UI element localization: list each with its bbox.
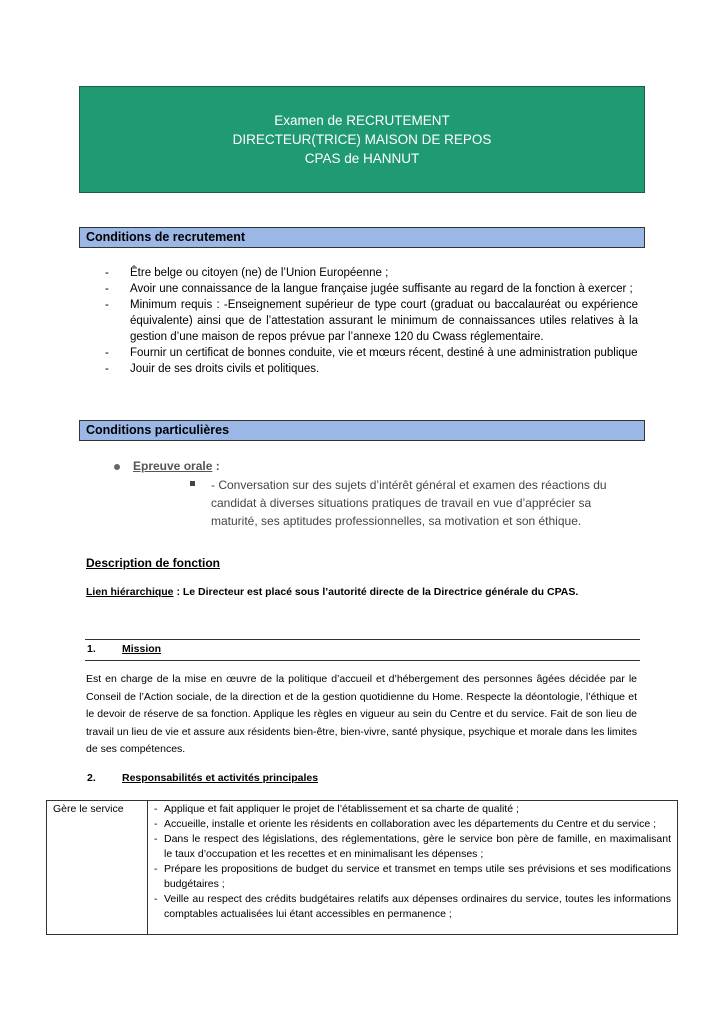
list-item: - Veille au respect des crédits budgétaires relatifs aux dépenses ordinaires du service, toutes les informations comptables actualisées lui étant accessibles en permanence ; [154, 892, 671, 922]
list-item: - Être belge ou citoyen (ne) de l’Union Européenne ; [103, 265, 638, 281]
list-item: - Jouir de ses droits civils et politiques. [103, 361, 638, 377]
mission-title: Mission [122, 643, 162, 655]
square-bullet-icon [190, 481, 195, 486]
oral-exam-label: Epreuve orale [133, 459, 213, 473]
list-item: - Applique et fait appliquer le projet de l’établissement et sa charte de qualité ; [154, 802, 671, 817]
lien-hierarchique-text: : Le Directeur est placé sous l’autorité directe de la Directrice générale du CPAS. [173, 586, 579, 598]
list-item: - Dans le respect des législations, des réglementations, gère le service bon père de famille, en maximalisant le taux d’occupation et les recettes et en minimalisant les dépenses ; [154, 832, 671, 862]
conditions-recrutement-list [103, 265, 638, 377]
list-item: - Accueille, installe et oriente les résidents en collaboration avec les départements du Centre et du service ; [154, 817, 671, 832]
lien-hierarchique [86, 586, 578, 598]
table-cell-items [148, 801, 678, 935]
table-cell-category: Gère le service [47, 801, 148, 935]
bullet-icon [114, 464, 120, 470]
section-heading-conditions-recrutement: Conditions de recrutement [79, 227, 645, 248]
oral-exam-text: - Conversation sur des sujets d’intérêt général et examen des réactions du candidat à diverses situations pratiques de travail en vue d’apprécier sa maturité, ses aptitudes professionnelles, sa motivation et son éthique. [211, 478, 607, 528]
mission-number: 1. [87, 643, 96, 655]
table-row [47, 801, 678, 935]
responsabilites-number: 2. [87, 772, 96, 784]
list-item: - Minimum requis : -Enseignement supérieur de type court (graduat ou baccalauréat ou expérience équivalente) ainsi que de l’attestation assurant le minimum de connaissances utiles relatives à la gestion d’une maison de repos prévue par l’annexe 120 du Cwass réglementaire. [103, 297, 638, 345]
title-line-1: Examen de RECRUTEMENT [274, 113, 450, 128]
responsabilites-heading [87, 772, 318, 784]
mission-body: Est en charge de la mise en œuvre de la politique d’accueil et d’hébergement des personnes âgées décidée par le Conseil de l’Action sociale, de la direction et de la gestion quotidienne du Home. Respecte la déontologie, l’éthique et le devoir de réserve de sa fonction. Applique les règles en vigueur au sein du Centre et du service. Fait de son lieu de travail un lieu de vie et assure aux résidents bien-être, bien-vivre, santé physique, psychique et morale dans les limites de ses compétences. [86, 673, 637, 755]
title-line-2: DIRECTEUR(TRICE) MAISON DE REPOS [232, 132, 492, 147]
divider-line [85, 639, 640, 640]
list-item: - Avoir une connaissance de la langue française jugée suffisante au regard de la fonction à exercer ; [103, 281, 638, 297]
oral-exam-detail [190, 476, 630, 530]
lien-hierarchique-label: Lien hiérarchique [86, 586, 174, 598]
divider-line [85, 660, 640, 661]
section-heading-conditions-particulieres: Conditions particulières [79, 420, 645, 441]
title-box [79, 86, 645, 193]
title-line-3: CPAS de HANNUT [304, 151, 420, 166]
oral-exam-row [114, 459, 220, 473]
description-heading: Description de fonction [86, 556, 221, 570]
list-item: - Fournir un certificat de bonnes conduite, vie et mœurs récent, destiné à une administration publique [103, 345, 638, 361]
mission-heading [87, 643, 161, 655]
list-item: - Prépare les propositions de budget du service et transmet en temps utile ses prévisions et ses modifications budgétaires ; [154, 862, 671, 892]
responsabilites-title: Responsabilités et activités principales [122, 772, 319, 784]
responsibilities-table [46, 800, 678, 935]
oral-exam-colon: : [212, 459, 220, 473]
